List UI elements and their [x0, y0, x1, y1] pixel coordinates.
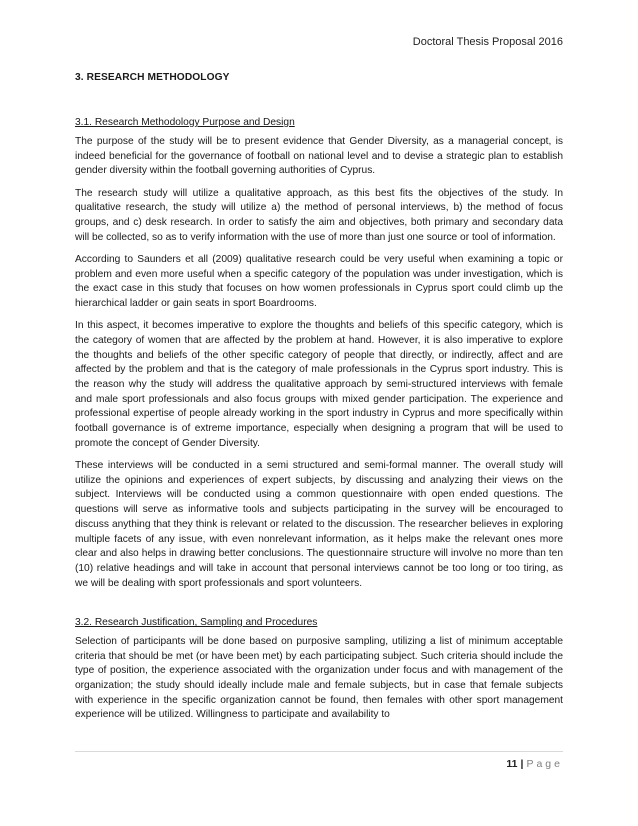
- subsection-heading-3-2: 3.2. Research Justification, Sampling and Procedures: [75, 616, 318, 628]
- section-spacer: [75, 599, 563, 617]
- footer-divider: [75, 751, 563, 752]
- subsection-heading-3-1: 3.1. Research Methodology Purpose and Design: [75, 117, 295, 128]
- paragraph: The research study will utilize a qualitative approach, as this best fits the objectives of the study. In qualitative research, the study will utilize a) the method of personal interviews, b) the method of focus groups, and c) desk research. In order to satisfy the aim and objectives, both primary and secondary data will be collected, so as to verify information with the use of more than just one source or tool of information.: [75, 187, 563, 243]
- paragraph: In this aspect, it becomes imperative to explore the thoughts and beliefs of this specific category, which is the category of women that are affected by the problem at hand. However, it is also imperative to explore the thoughts and beliefs of the other specific category of people that directly, or indirectly, affect and are affected by the problem and that is the category of male professionals in the Cyprus sport industry. This is the reason why the study will address the qualitative approach by semi-structured interviews with female and male sport professionals and also focus groups with mixed gender participation. The experience and professional expertise of people already working in the sport industry in Cyprus and more specifically within football governance is of extreme importance, especially when designing a program that will be used to promote the concept of Gender Diversity.: [75, 320, 563, 449]
- paragraph: According to Saunders et all (2009) qualitative research could be very useful when examining a topic or problem and even more useful when a specific category of the population was under investigation, which is the exact case in this study that focuses on how women professionals in Cyprus sport could climb up the hierarchical ladder or gain seats in sport Boardrooms.: [75, 253, 563, 310]
- page-label: Page: [526, 758, 563, 770]
- page-footer: [506, 758, 563, 770]
- running-header: Doctoral Thesis Proposal 2016: [412, 36, 563, 48]
- footer-separator: |: [520, 758, 524, 770]
- paragraph: The purpose of the study will be to present evidence that Gender Diversity, as a managerial concept, is indeed beneficial for the governance of football on national level and to devise a strategic plan to establish gender diversity within the football governing authorities of Cyprus.: [75, 136, 563, 177]
- section-title: 3. RESEARCH METHODOLOGY: [75, 72, 230, 83]
- page-content: [75, 72, 563, 731]
- paragraph: Selection of participants will be done based on purposive sampling, utilizing a list of minimum acceptable criteria that should be met (or have been met) by each participating subject. Such criteria should include the type of position, the experience associated with the organization under focus and with management of the organization; the study should ideally include male and female subjects, but in case that female subjects with experience in the specific organization cannot be found, then females with other sport management experience will be utilized. Willingness to participate and availability to: [75, 635, 563, 721]
- page-number: 11: [506, 758, 518, 770]
- paragraph: These interviews will be conducted in a semi structured and semi-formal manner. The overall study will utilize the opinions and experiences of expert subjects, by discussing and analyzing their views on the subject. Interviews will be conducted using a common questionnaire with open ended questions. The questions will serve as informative tools and subjects participating in the survey will be encouraged to discuss anything that they think is relevant or related to the discussion. The researcher believes in exploring multiple facets of any issue, with even nonrelevant information, as it helps make the relevant ones more clear and also helps in drawing better conclusions. The questionnaire structure will involve no more than ten (10) relative headings and will take in account that personal interviews cannot be too long or too tiring, as we will be dealing with sport professionals and sport volunteers.: [75, 460, 563, 589]
